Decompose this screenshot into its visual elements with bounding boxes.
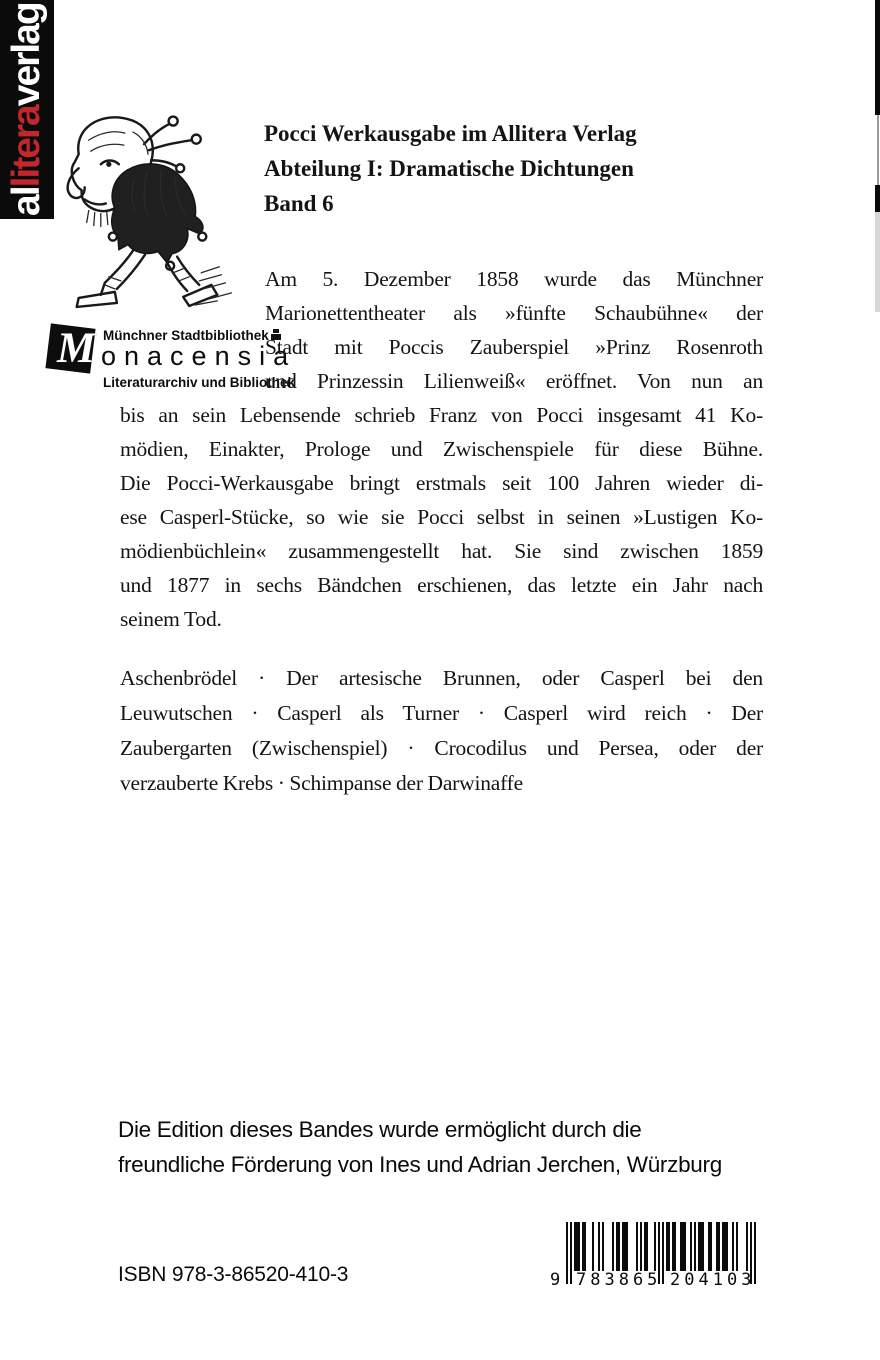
isbn-label: ISBN 978-3-86520-410-3 — [118, 1263, 349, 1286]
contents-line: Leuwutschen · Casperl als Turner · Casperl wird reich · Der — [120, 701, 763, 725]
right-edge-hairline — [877, 115, 879, 185]
description-paragraph — [120, 262, 763, 636]
barcode-digit-lead: 9 — [550, 1270, 561, 1290]
description-line: mödien, Einakter, Prologe und Zwischenspiele für diese Bühne. — [120, 437, 763, 461]
funding-line: Die Edition dieses Bandes wurde ermöglicht durch die — [118, 1117, 642, 1142]
series-volume: Band 6 — [264, 191, 334, 216]
right-edge-strip-black-top — [875, 0, 880, 115]
brand-part-litera: litera — [5, 106, 48, 188]
contents-line: Aschenbrödel · Der artesische Brunnen, oder Casperl bei den — [120, 666, 763, 690]
ean-barcode — [550, 1222, 770, 1300]
description-line: und Prinzessin Lilienweiß« eröffnet. Von nun an — [265, 369, 763, 393]
stadtbibliothek-label: Münchner Stadtbibliothek — [103, 328, 269, 343]
description-line: Die Pocci-Werkausgabe bringt erstmals seit 100 Jahren wieder di- — [120, 471, 763, 495]
description-line: bis an sein Lebensende schrieb Franz von Pocci insgesamt 41 Ko- — [120, 403, 763, 427]
right-edge-strip-black-mid — [875, 185, 880, 212]
right-edge-strip-gray — [875, 212, 880, 312]
description-line: Marionettentheater als »fünfte Schaubühne« der — [265, 301, 763, 325]
description-line: mödienbüchlein« zusammengestellt hat. Sie sind zwischen 1859 — [120, 539, 763, 563]
barcode-digits-left: 783865 — [576, 1270, 662, 1290]
description-line: ese Casperl-Stücke, so wie sie Pocci selbst in seinen »Lustigen Ko- — [120, 505, 763, 529]
description-line: seinem Tod. — [120, 607, 222, 631]
contents-list — [120, 661, 763, 801]
description-line: und 1877 in sechs Bändchen erschienen, das letzte ein Jahr nach — [120, 573, 763, 597]
description-line: Am 5. Dezember 1858 wurde das Münchner — [265, 267, 763, 291]
funding-note — [118, 1112, 778, 1182]
monacensia-bottom-line: Literaturarchiv und Bibliothek — [103, 375, 296, 390]
brand-part-al: al — [5, 187, 48, 216]
contents-line: Zaubergarten (Zwischenspiel) · Crocodilus und Persea, oder der — [120, 736, 763, 760]
barcode-digits-right: 204103 — [670, 1270, 756, 1290]
series-header — [264, 116, 704, 221]
monacensia-wordmark: onacensia — [101, 341, 297, 371]
series-section: Abteilung I: Dramatische Dichtungen — [264, 156, 634, 181]
contents-line: verzauberte Krebs · Schimpanse der Darwinaffe — [120, 771, 523, 795]
funding-line: freundliche Förderung von Ines und Adrian Jerchen, Würzburg — [118, 1152, 722, 1177]
series-title: Pocci Werkausgabe im Allitera Verlag — [264, 121, 637, 146]
brand-part-verlag: verlag — [5, 3, 48, 107]
monacensia-initial: M — [57, 325, 96, 372]
description-line: Stadt mit Poccis Zauberspiel »Prinz Rosenroth — [265, 335, 763, 359]
